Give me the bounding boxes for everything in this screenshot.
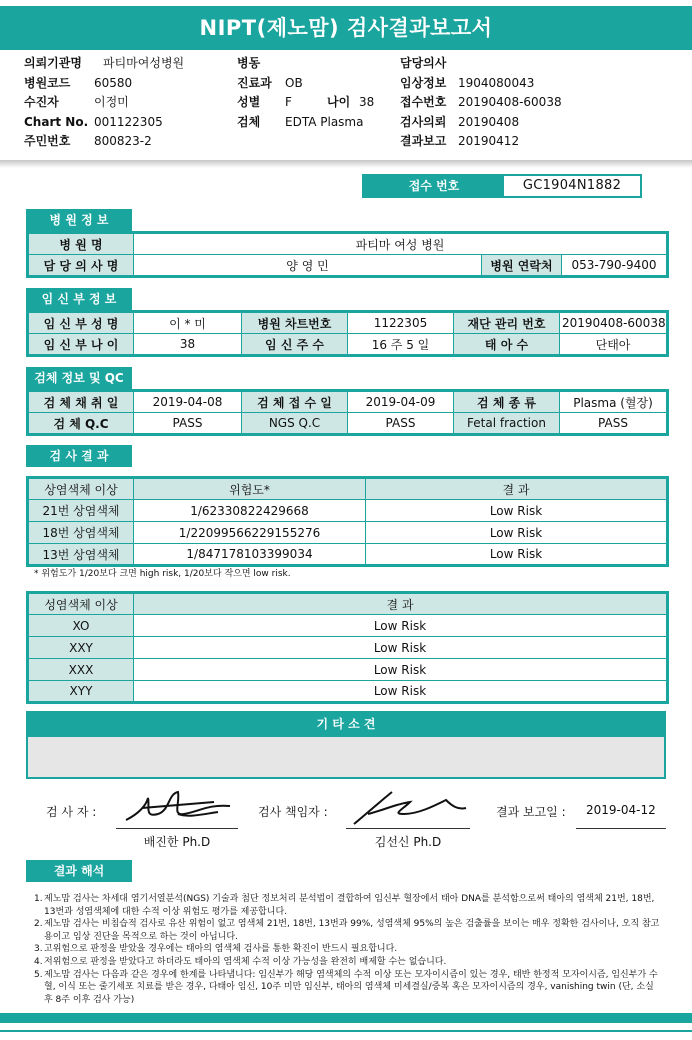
section-test-results: 검 사 결 과 — [26, 445, 132, 467]
sample-type-label: 검 체 종 류 — [454, 391, 560, 413]
reception-number-box — [362, 174, 642, 198]
chromosome-cell: XYY — [28, 681, 134, 703]
risk-cell: 1/847178103399034 — [134, 544, 366, 566]
header-value: 파티마여성병원 — [103, 56, 185, 70]
list-item — [34, 943, 664, 956]
pregnancy-weeks-value: 16 주 5 일 — [348, 334, 454, 356]
header-label: 접수번호 — [400, 95, 447, 109]
header-value: 이정미 — [94, 95, 129, 109]
header-value: 20190408 — [458, 114, 520, 129]
pregnant-age-label: 임 신 부 나 이 — [28, 334, 134, 356]
table-row — [28, 312, 668, 334]
sample-qc-value: PASS — [134, 413, 242, 435]
pregnant-age-value: 38 — [134, 334, 242, 356]
header-value: 001122305 — [94, 114, 163, 129]
table-row — [28, 615, 668, 637]
item-number: 3. — [34, 944, 43, 955]
header-label: 임상정보 — [400, 75, 447, 90]
pregnant-name-label: 임 신 부 성 명 — [28, 312, 134, 334]
header-value: OB — [285, 75, 303, 90]
section-other-remarks: 기 타 소 견 — [26, 711, 666, 737]
footer-line — [0, 1030, 692, 1032]
report-title: NIPT(제노맘) 검사결과보고서 — [0, 6, 692, 50]
fetus-count-value: 단태아 — [560, 334, 668, 356]
table-row — [28, 233, 668, 255]
column-header: 상염색체 이상 — [28, 478, 134, 500]
other-remarks-body — [26, 737, 666, 779]
sample-qc-label: 검 체 Q.C — [28, 413, 134, 435]
header-label: 검사의뢰 — [400, 114, 447, 129]
header-label: 의뢰기관명 — [24, 56, 82, 70]
section-interpretation: 결과 해석 — [26, 860, 132, 882]
item-text: 제노맘 검사는 다음과 같은 경우에 한계를 나타냅니다: 임신부가 해당 염색체의 수적 이상 또는 모자이시즘이 있는 경우, 태반 한정적 모자이시즘, 임신부가 수혈, 이식 또는 줄기세포 치료를 받은 경우, 다태아 임신, 10주 미만 임신부, 태아의 염색체 미세결실/중복 혹은 모자이시즘의 경우, vanishing twin (단, 소실 후 8주 이후 검사 가능) — [44, 969, 658, 1005]
risk-cell: 1/22099566229155276 — [134, 522, 366, 544]
table-row — [28, 413, 668, 435]
header-value: 20190408-60038 — [458, 95, 562, 109]
column-header: 결 과 — [366, 478, 668, 500]
fetal-fraction-label: Fetal fraction — [454, 413, 560, 435]
pregnant-info-table — [26, 310, 669, 357]
table-row — [28, 637, 668, 659]
item-number: 2. — [34, 919, 43, 930]
header-value: 60580 — [94, 75, 133, 90]
table-row — [28, 334, 668, 356]
list-item — [34, 969, 664, 1007]
chromosome-cell: XXY — [28, 637, 134, 659]
autosome-results-table — [26, 476, 669, 567]
report-date-line — [576, 828, 666, 829]
header-value: 20190412 — [458, 134, 520, 148]
age-value: 38 — [359, 95, 375, 109]
risk-footnote: * 위험도가 1/20보다 크면 high risk, 1/20보다 작으면 low risk. — [34, 569, 291, 579]
reception-value: GC1904N1882 — [522, 178, 622, 193]
header-value: EDTA Plasma — [285, 114, 364, 129]
list-item — [34, 956, 664, 969]
chart-number-value: 1122305 — [348, 312, 454, 334]
table-row — [28, 659, 668, 681]
header-divider — [0, 160, 692, 168]
risk-cell: 1/62330822429668 — [134, 500, 366, 522]
mgmt-number-value: 20190408-60038 — [560, 312, 668, 334]
item-text: 제노맘 검사는 비침습적 검사로 유산 위험이 없고 염색체 21번, 18번, 13번과 99%, 성염색체 95%의 높은 검출률을 보이는 매우 정확한 검사이나, 오직 참고용이고 임상 진단을 목적으로 하는 것이 아닙니다. — [44, 919, 660, 942]
header-label: 성별 — [237, 95, 261, 109]
header-label: 담당의사 — [400, 56, 447, 70]
chromosome-cell: XO — [28, 615, 134, 637]
doctor-value: 양 영 민 — [134, 255, 482, 277]
header-label: 병동 — [237, 56, 261, 70]
chromosome-cell: 13번 상염색체 — [28, 544, 134, 566]
section-sample-qc: 검체 정보 및 QC — [26, 367, 132, 389]
item-number: 4. — [34, 956, 43, 967]
tester-name: 배진한 Ph.D — [143, 835, 211, 849]
pregnant-name-value: 이 * 미 — [134, 312, 242, 334]
header-value: 800823-2 — [94, 134, 152, 148]
header-col3 — [400, 54, 562, 152]
footer-bar — [0, 1013, 692, 1023]
header-label: 주민번호 — [24, 134, 71, 148]
column-header: 결 과 — [134, 593, 668, 615]
contact-value: 053-790-9400 — [562, 255, 668, 277]
manager-name: 김선신 Ph.D — [374, 835, 442, 849]
header-value: F — [285, 95, 292, 109]
fetus-count-label: 태 아 수 — [454, 334, 560, 356]
header-label: 수진자 — [24, 95, 59, 109]
sample-type-value: Plasma (혈장) — [560, 391, 668, 413]
contact-label: 병원 연락처 — [482, 255, 562, 277]
result-cell: Low Risk — [366, 544, 668, 566]
section-pregnant-info: 임 신 부 정 보 — [26, 288, 132, 310]
table-row — [28, 522, 668, 544]
table-row — [28, 500, 668, 522]
chromosome-cell: 18번 상염색체 — [28, 522, 134, 544]
interpretation-list — [34, 893, 664, 1006]
result-cell: Low Risk — [134, 637, 668, 659]
chromosome-cell: 21번 상염색체 — [28, 500, 134, 522]
table-row — [28, 544, 668, 566]
collect-date-value: 2019-04-08 — [134, 391, 242, 413]
header-label: 결과보고 — [400, 134, 447, 148]
mgmt-number-label: 재단 관리 번호 — [454, 312, 560, 334]
result-cell: Low Risk — [134, 615, 668, 637]
chromosome-cell: XXX — [28, 659, 134, 681]
ngs-qc-value: PASS — [348, 413, 454, 435]
reception-label: 접수 번호 — [364, 176, 504, 196]
result-cell: Low Risk — [134, 659, 668, 681]
result-cell: Low Risk — [134, 681, 668, 703]
manager-sign-line — [346, 828, 470, 829]
item-text: 저위험으로 판정을 받았다고 하더라도 태아의 염색체 수적 이상 가능성을 완전히 배제할 수는 없습니다. — [44, 956, 447, 967]
result-cell: Low Risk — [366, 500, 668, 522]
header-value: 1904080043 — [458, 75, 535, 90]
report-date-value: 2019-04-12 — [586, 803, 656, 817]
tester-label: 검 사 자 : — [46, 805, 97, 819]
receive-date-label: 검 체 접 수 일 — [242, 391, 348, 413]
result-cell: Low Risk — [366, 522, 668, 544]
hospital-info-table — [26, 231, 669, 278]
column-header: 성염색체 이상 — [28, 593, 134, 615]
manager-label: 검사 책임자 : — [258, 805, 328, 819]
header-label: 병원코드 — [24, 75, 71, 90]
header-label: Chart No. — [24, 114, 89, 129]
age-label: 나이 — [327, 95, 351, 109]
table-header-row — [28, 478, 668, 500]
header-label: 검체 — [237, 114, 261, 129]
fetal-fraction-value: PASS — [560, 413, 668, 435]
column-header: 위험도* — [134, 478, 366, 500]
header-label: 진료과 — [237, 75, 272, 90]
tester-signature — [118, 784, 238, 828]
list-item — [34, 918, 664, 943]
table-header-row — [28, 593, 668, 615]
item-number: 1. — [34, 894, 43, 904]
header-col1 — [24, 54, 184, 152]
item-text: 제노맘 검사는 차세대 염기서열분석(NGS) 기술과 첨단 정보처리 분석법이 결합하여 임신부 혈장에서 태아 DNA를 분석함으로써 태아의 염색체 21번, 18번, 13번과 성염색체에 대한 수적 이상 위험도 평가를 제공합니다. — [44, 894, 655, 917]
tester-sign-line — [116, 828, 238, 829]
item-text: 고위험으로 판정을 받았을 경우에는 태아의 염색체 검사를 통한 확진이 반드시 필요합니다. — [44, 944, 398, 955]
ngs-qc-label: NGS Q.C — [242, 413, 348, 435]
pregnancy-weeks-label: 임 신 주 수 — [242, 334, 348, 356]
table-row — [28, 391, 668, 413]
section-hospital-info: 병 원 정 보 — [26, 209, 132, 231]
hospital-name-label: 병 원 명 — [28, 233, 134, 255]
chart-number-label: 병원 차트번호 — [242, 312, 348, 334]
list-item — [34, 893, 664, 918]
receive-date-value: 2019-04-09 — [348, 391, 454, 413]
sample-qc-table — [26, 389, 669, 436]
table-row — [28, 681, 668, 703]
manager-signature — [348, 784, 470, 828]
report-date-label: 결과 보고일 : — [496, 805, 566, 819]
header-col2 — [237, 54, 374, 132]
item-number: 5. — [34, 969, 43, 980]
doctor-label: 담 당 의 사 명 — [28, 255, 134, 277]
hospital-name-value: 파티마 여성 병원 — [134, 233, 668, 255]
table-row — [28, 255, 668, 277]
sex-chromosome-table — [26, 591, 669, 704]
collect-date-label: 검 체 채 취 일 — [28, 391, 134, 413]
